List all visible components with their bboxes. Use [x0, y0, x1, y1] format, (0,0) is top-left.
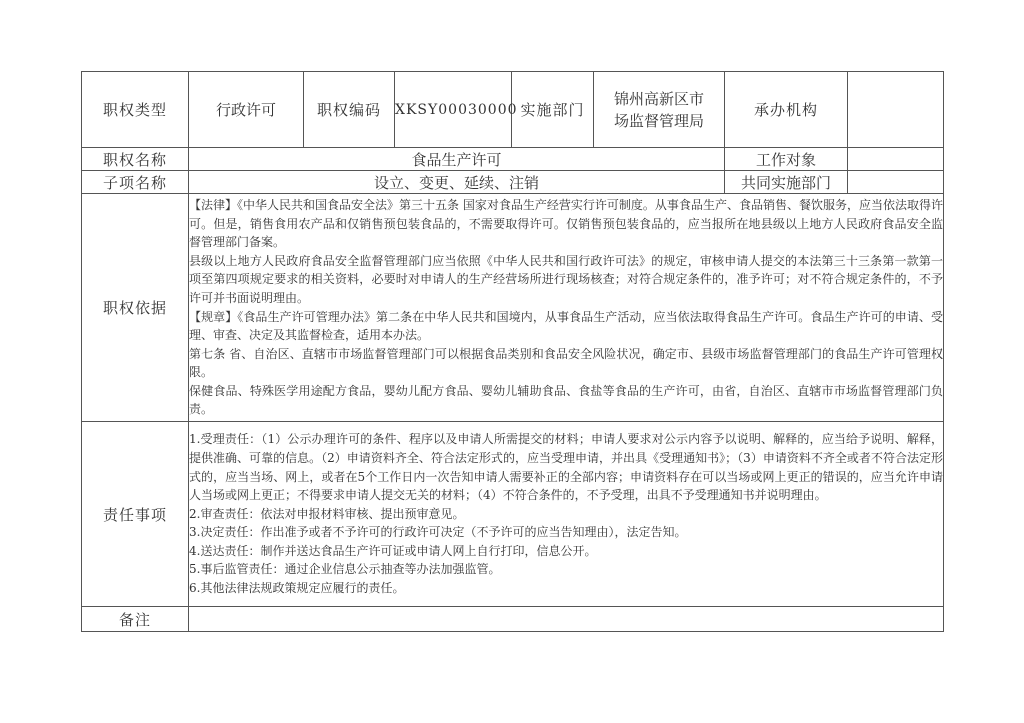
impl-dept-line2: 场监督管理局 [613, 111, 704, 130]
work-target-label: 工作对象 [725, 148, 848, 171]
joint-dept-value [848, 171, 944, 194]
basis-paragraph: 第七条 省、自治区、直辖市市场监督管理部门可以根据食品类别和食品安全风险状况，确定市、县级市场监督管理部门的食品生产许可管理权限。 [189, 346, 943, 380]
basis-paragraph: 县级以上地方人民政府食品安全监督管理部门应当依照《中华人民共和国行政许可法》的规定，审核申请人提交的本法第三十三条第一款第一项至第四项规定要求的相关资料，必要时对申请人的生产经营场所进行现场核查；对符合规定条件的，准予许可；对不符合规定条件的，不予许可并书面说明理由。 [189, 253, 943, 305]
impl-dept-value [594, 72, 725, 148]
impl-dept-label: 实施部门 [512, 72, 594, 148]
work-target-value [848, 148, 944, 171]
responsibility-item: 3.决定责任：作出准予或者不予许可的行政许可决定（不予许可的应当告知理由），法定告知。 [189, 525, 687, 540]
responsibility-item: 4.送达责任：制作并送达食品生产许可证或申请人网上自行打印，信息公开。 [189, 543, 597, 558]
power-basis-label: 职权依据 [82, 194, 189, 422]
sub-item-row [82, 171, 944, 194]
basis-paragraph: 保健食品、特殊医学用途配方食品，婴幼儿配方食品、婴幼儿辅助食品、食盐等食品的生产许可，由省，自治区、直辖市市场监督管理部门负责。 [189, 383, 943, 417]
impl-dept-line1: 锦州高新区市 [613, 89, 704, 108]
basis-paragraph: 【法律】《中华人民共和国食品安全法》第三十五条 国家对食品生产经营实行许可制度。从事食品生产、食品销售、餐饮服务，应当依法取得许可。但是，销售食用农产品和仅销售预包装食品的，不需要取得许可。仅销售预包装食品的，应当报所在地县级以上地方人民政府食品安全监督管理部门备案。 [189, 197, 943, 250]
sub-item-value: 设立、变更、延续、注销 [189, 171, 725, 194]
power-basis-row [82, 194, 944, 422]
responsibility-row [82, 422, 944, 607]
handling-org-value [848, 72, 944, 148]
joint-dept-label: 共同实施部门 [725, 171, 848, 194]
header-row [82, 72, 944, 148]
power-basis-text [189, 194, 944, 422]
power-name-label: 职权名称 [82, 148, 189, 171]
power-name-value: 食品生产许可 [189, 148, 725, 171]
power-list-table [81, 71, 944, 632]
sub-item-label: 子项名称 [82, 171, 189, 194]
power-code-value: XKSY00030000 [395, 72, 512, 148]
responsibility-text [189, 422, 944, 607]
responsibility-item: 1.受理责任：（1）公示办理许可的条件、程序以及申请人所需提交的材料；申请人要求对公示内容予以说明、解释的，应当给予说明、解释，提供准确、可靠的信息。（2）申请资料齐全、符合法定形式的，应当受理申请，并出具《受理通知书》；（3）申请资料不齐全或者不符合法定形式的，应当当场、网上，或者在5个工作日内一次告知申请人需要补正的全部内容；申请资料存在可以当场或网上更正的错误的，应当允许申请人当场或网上更正；不得要求申请人提交无关的材料；（4）不符合条件的，不予受理，出具不予受理通知书并说明理由。 [189, 432, 943, 503]
handling-org-label: 承办机构 [725, 72, 848, 148]
power-type-label: 职权类型 [82, 72, 189, 148]
note-row [82, 607, 944, 632]
power-code-label: 职权编码 [304, 72, 395, 148]
responsibility-item: 5.事后监管责任：通过企业信息公示抽查等办法加强监管。 [189, 562, 501, 577]
note-label: 备注 [82, 607, 189, 632]
responsibility-item: 2.审查责任：依法对申报材料审核、提出预审意见。 [189, 506, 465, 521]
basis-paragraph: 【规章】《食品生产许可管理办法》第二条在中华人民共和国境内，从事食品生产活动，应当依法取得食品生产许可。食品生产许可的申请、受理、审查、决定及其监督检查，适用本办法。 [189, 309, 943, 343]
power-type-value: 行政许可 [189, 72, 304, 148]
responsibility-item: 6.其他法律法规政策规定应履行的责任。 [189, 581, 405, 596]
responsibility-label: 责任事项 [82, 422, 189, 607]
note-value [189, 607, 944, 632]
power-name-row [82, 148, 944, 171]
